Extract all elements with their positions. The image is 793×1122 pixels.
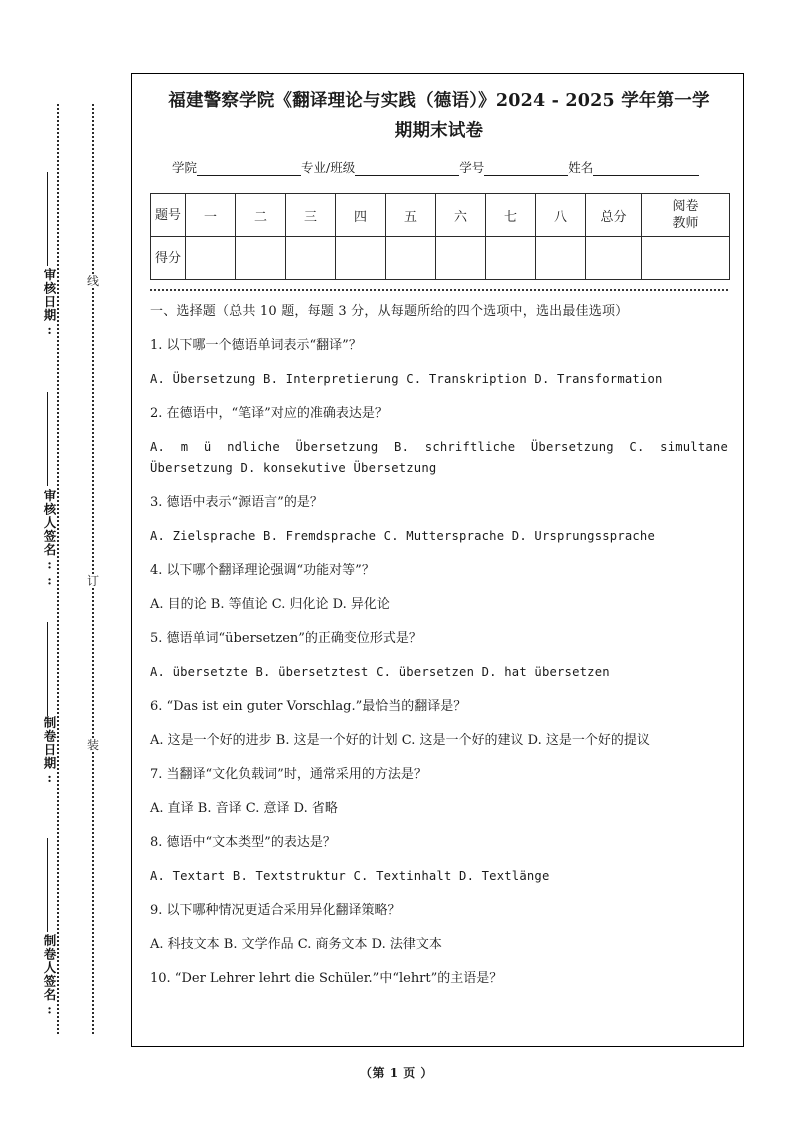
table-row-question-numbers xyxy=(151,194,730,237)
seal-char-assemble: 装 xyxy=(84,738,102,752)
question-options-1: A. Übersetzung B. Interpretierung C. Transkription D. Transformation xyxy=(150,372,663,386)
score-cell-total[interactable] xyxy=(586,237,642,280)
col-header-marking-teacher xyxy=(642,194,730,237)
seal-char-line: 线 xyxy=(84,274,102,288)
dotted-rule-inner xyxy=(92,104,94,1034)
field-major xyxy=(301,160,459,176)
score-cell-8[interactable] xyxy=(536,237,586,280)
margin-label-printer-signature: 制卷人签名: xyxy=(42,934,57,1018)
score-cell-1[interactable] xyxy=(186,237,236,280)
question-stem-5: 5. 德语单词“übersetzen”的正确变位形式是？ xyxy=(150,631,422,646)
score-cell-6[interactable] xyxy=(436,237,486,280)
page-footer: （第 1 页 ） xyxy=(360,1066,433,1080)
question-options-7: A. 直译 B. 音译 C. 意译 D. 省略 xyxy=(150,801,338,816)
row-header-score: 得分 xyxy=(151,237,186,280)
question-stem-2: 2. 在德语中，“笔译”对应的准确表达是？ xyxy=(150,406,388,421)
college-input-blank[interactable] xyxy=(197,161,301,176)
col-header-1: 一 xyxy=(186,194,236,237)
question-stem-3: 3. 德语中表示“源语言”的是？ xyxy=(150,495,323,510)
question-options-4: A. 目的论 B. 等值论 C. 归化论 D. 异化论 xyxy=(150,597,390,612)
name-input-blank[interactable] xyxy=(593,161,699,176)
margin-label-review-date: 审核日期: xyxy=(42,268,57,338)
question-stem-10: 10. “Der Lehrer lehrt die Schüler.”中“lehrt”的主语是？ xyxy=(150,971,503,986)
score-cell-7[interactable] xyxy=(486,237,536,280)
question-options-6: A. 这是一个好的进步 B. 这是一个好的计划 C. 这是一个好的建议 D. 这是一个好的提议 xyxy=(150,733,650,748)
field-college xyxy=(172,160,301,176)
question-stem-1: 1. 以下哪一个德语单词表示“翻译”？ xyxy=(150,338,362,353)
major-input-blank[interactable] xyxy=(355,161,459,176)
col-header-5: 五 xyxy=(386,194,436,237)
col-header-4: 四 xyxy=(336,194,386,237)
signature-line-review-date xyxy=(47,172,48,266)
col-header-2: 二 xyxy=(236,194,286,237)
question-list xyxy=(150,301,728,989)
score-cell-5[interactable] xyxy=(386,237,436,280)
signature-line-reviewer xyxy=(47,392,48,486)
score-cell-4[interactable] xyxy=(336,237,386,280)
student-id-input-blank[interactable] xyxy=(484,161,568,176)
name-label: 姓名 xyxy=(568,160,594,175)
question-options-5: A. übersetzte B. übersetztest C. übersetzen D. hat übersetzen xyxy=(150,665,610,679)
row-header-question-no: 题号 xyxy=(151,194,186,237)
seal-char-bind: 订 xyxy=(84,574,102,588)
question-stem-6: 6. “Das ist ein guter Vorschlag.”最恰当的翻译是？ xyxy=(150,699,467,714)
binding-margin xyxy=(0,0,131,1122)
page-title-line1: 福建警察学院《翻译理论与实践（德语）》2024 - 2025 学年第一学 xyxy=(168,91,710,111)
exam-page-frame xyxy=(131,73,744,1047)
question-stem-9: 9. 以下哪种情况更适合采用异化翻译策略？ xyxy=(150,903,401,918)
score-cell-3[interactable] xyxy=(286,237,336,280)
score-cell-2[interactable] xyxy=(236,237,286,280)
signature-line-printer xyxy=(47,838,48,932)
page-title-line2: 期期末试卷 xyxy=(394,121,484,141)
major-label: 专业/班级 xyxy=(301,160,356,175)
section-divider xyxy=(150,289,728,291)
question-options-8: A. Textart B. Textstruktur C. Textinhalt D. Textlänge xyxy=(150,869,550,883)
field-student-id xyxy=(459,160,568,176)
page-title xyxy=(150,86,728,146)
col-header-7: 七 xyxy=(486,194,536,237)
question-options-2: A. m ü ndliche Übersetzung B. schriftliche Übersetzung C. simultane Übersetzung D. konsekutive Übersetzung xyxy=(150,440,728,475)
field-name xyxy=(568,160,699,176)
question-stem-4: 4. 以下哪个翻译理论强调“功能对等”？ xyxy=(150,563,375,578)
col-header-8: 八 xyxy=(536,194,586,237)
col-header-3: 三 xyxy=(286,194,336,237)
margin-label-reviewer-signature: 审核人签名:: xyxy=(42,489,57,589)
question-stem-7: 7. 当翻译“文化负载词”时，通常采用的方法是？ xyxy=(150,767,427,782)
margin-label-print-date: 制卷日期: xyxy=(42,716,57,786)
question-options-3: A. Zielsprache B. Fremdsprache C. Muttersprache D. Ursprungssprache xyxy=(150,529,656,543)
col-header-6: 六 xyxy=(436,194,486,237)
student-id-label: 学号 xyxy=(459,160,485,175)
question-stem-8: 8. 德语中“文本类型”的表达是？ xyxy=(150,835,336,850)
col-header-total: 总分 xyxy=(586,194,642,237)
table-row-scores xyxy=(151,237,730,280)
section-heading: 一、选择题（总共 10 题，每题 3 分，从每题所给的四个选项中，选出最佳选项） xyxy=(150,304,629,319)
score-cell-teacher[interactable] xyxy=(642,237,730,280)
signature-line-print-date xyxy=(47,622,48,716)
score-table xyxy=(150,193,730,280)
marking-teacher-line2: 教师 xyxy=(672,216,699,231)
question-options-9: A. 科技文本 B. 文学作品 C. 商务文本 D. 法律文本 xyxy=(150,937,442,952)
college-label: 学院 xyxy=(172,160,198,175)
student-info-row xyxy=(150,160,728,176)
page-content xyxy=(150,86,728,989)
marking-teacher-line1: 阅卷 xyxy=(672,199,699,214)
